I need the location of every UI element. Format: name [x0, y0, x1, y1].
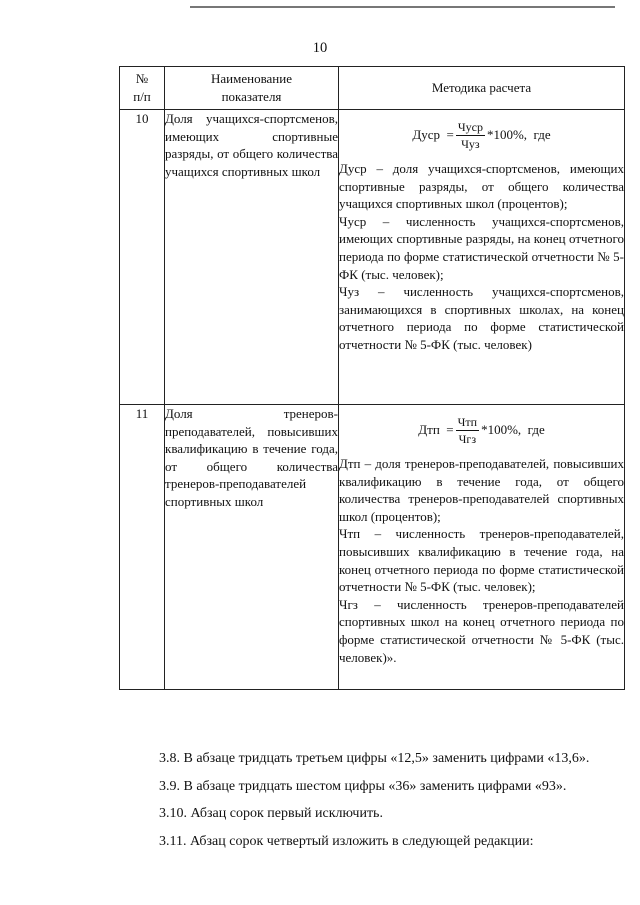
indicator-name-text: Доля учащихся-спортсменов, имеющих спортивные разряды, от общего количества учащихся спортивных школ [165, 111, 338, 179]
method-paragraph: Дтп – доля тренеров-преподавателей, повысивших квалификацию в течение года, от общего количества тренеров-преподавателей спортивных школ (процентов); [339, 456, 624, 524]
row-number: 11 [120, 405, 165, 690]
amendment-item-3-10: 3.10. Абзац сорок первый исключить. [159, 806, 383, 821]
indicator-name [165, 405, 339, 690]
formula [339, 405, 624, 455]
formula [339, 110, 624, 160]
header-number: № п/п [120, 67, 165, 110]
table-header-row [120, 67, 625, 110]
top-rule [190, 6, 615, 8]
formula-numerator: Чтп [457, 414, 478, 429]
indicator-name-text: Доля тренеров-преподавателей, повысивших квалификацию в течение года, от общего количества тренеров-преподавателей спортивных школ [165, 406, 338, 509]
formula-denominator: Чгз [458, 431, 477, 446]
amendment-item-3-8: 3.8. В абзаце тридцать третьем цифры «12,5» заменить цифрами «13,6». [159, 751, 590, 766]
formula-denominator: Чуз [461, 136, 480, 151]
formula-rhs: *100%, где [481, 422, 545, 438]
calculation-method [339, 405, 625, 690]
table-row [120, 110, 625, 405]
header-calculation-method: Методика расчета [339, 67, 625, 110]
indicator-name [165, 110, 339, 405]
formula-rhs: *100%, где [486, 127, 551, 143]
method-paragraph: Дуср – доля учащихся-спортсменов, имеющих спортивные разряды, от общего количества учащихся спортивных школ (процентов); [339, 161, 624, 212]
method-paragraph: Чуср – численность учащихся-спортсменов, имеющих спортивные разряды, на конец отчетного периода по форме статистической отчетности № 5-ФК (тыс. человек); [339, 213, 624, 282]
method-paragraph: Чтп – численность тренеров-преподавателей, повысивших квалификацию в течение года, на конец отчетного периода по форме статистической отчетности № 5-ФК (тыс. человек); [339, 526, 624, 595]
indicator-table [119, 66, 625, 690]
formula-fraction [456, 414, 479, 447]
amendment-item-3-9: 3.9. В абзаце тридцать шестом цифры «36» заменить цифрами «93». [159, 779, 567, 794]
table-row [120, 405, 625, 690]
formula-lhs: Дуср = [412, 127, 454, 143]
method-paragraph: Чуз – численность учащихся-спортсменов, занимающихся в спортивных школах, на конец отчетного периода по форме статистической отчетности № 5-ФК (тыс. человек) [339, 284, 624, 352]
formula-lhs: Дтп = [418, 422, 454, 438]
formula-fraction [456, 119, 485, 152]
formula-numerator: Чуср [457, 119, 483, 134]
method-paragraph: Чгз – численность тренеров-преподавателей спортивных школ на конец отчетного периода по форме статистической отчетности № 5-ФК (тыс. человек)». [339, 596, 624, 665]
calculation-method [339, 110, 625, 405]
amendment-item-3-11: 3.11. Абзац сорок четвертый изложить в следующей редакции: [159, 834, 534, 849]
page-number: 10 [312, 40, 328, 56]
row-number: 10 [120, 110, 165, 405]
header-indicator-name: Наименование показателя [165, 67, 339, 110]
